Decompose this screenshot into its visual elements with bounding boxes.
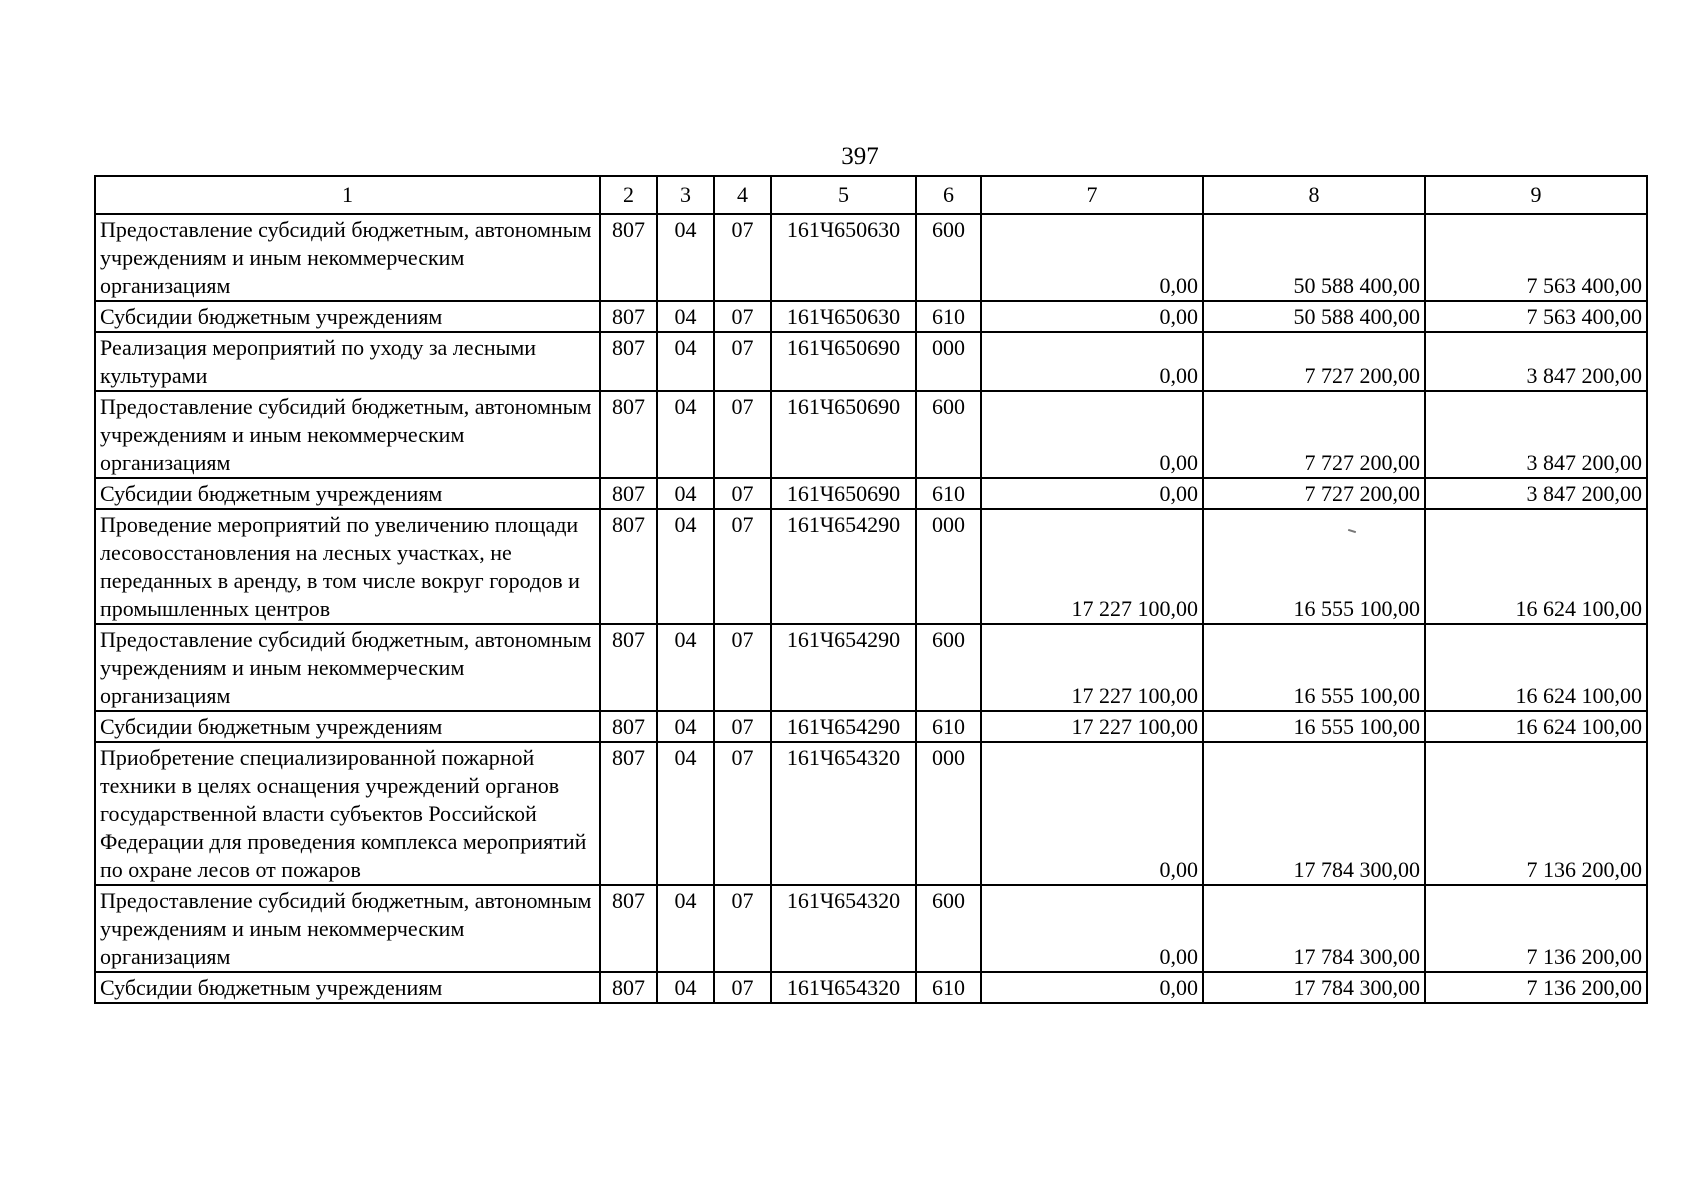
section-code-cell: 04	[657, 711, 714, 742]
table-row	[95, 301, 1647, 332]
expense-name-cell: Реализация мероприятий по уходу за лесными культурами	[95, 332, 600, 391]
amount-col7-cell: 17 227 100,00	[981, 711, 1203, 742]
section-code-cell: 04	[657, 214, 714, 301]
page-number: 397	[841, 143, 879, 170]
amount-col8-cell: 16 555 100,00	[1203, 509, 1425, 624]
amount-col9-cell: 3 847 200,00	[1425, 478, 1647, 509]
section-code-cell: 04	[657, 332, 714, 391]
amount-col8-cell: 7 727 200,00	[1203, 478, 1425, 509]
header-cell: 2	[600, 176, 657, 214]
ministry-code-cell: 807	[600, 301, 657, 332]
expense-name-cell: Субсидии бюджетным учреждениям	[95, 301, 600, 332]
target-article-cell: 161Ч654290	[771, 624, 916, 711]
amount-col9-cell: 7 136 200,00	[1425, 972, 1647, 1003]
expense-type-cell: 600	[916, 214, 981, 301]
header-cell: 7	[981, 176, 1203, 214]
target-article-cell: 161Ч650690	[771, 391, 916, 478]
amount-col8-cell: 50 588 400,00	[1203, 214, 1425, 301]
amount-col7-cell: 0,00	[981, 214, 1203, 301]
subsection-code-cell: 07	[714, 885, 771, 972]
amount-col9-cell: 7 136 200,00	[1425, 742, 1647, 885]
header-cell: 5	[771, 176, 916, 214]
amount-col9-cell: 3 847 200,00	[1425, 332, 1647, 391]
expense-name-cell: Субсидии бюджетным учреждениям	[95, 478, 600, 509]
amount-col9-cell: 7 136 200,00	[1425, 885, 1647, 972]
header-cell: 3	[657, 176, 714, 214]
table-row	[95, 332, 1647, 391]
subsection-code-cell: 07	[714, 214, 771, 301]
header-cell: 4	[714, 176, 771, 214]
expense-name-cell: Субсидии бюджетным учреждениям	[95, 972, 600, 1003]
ministry-code-cell: 807	[600, 885, 657, 972]
table-row	[95, 742, 1647, 885]
expense-name-cell: Приобретение специализированной пожарной техники в целях оснащения учреждений органов государственной власти субъектов Российской Федерации для проведения комплекса мероприятий по охране лесов от пожаров	[95, 742, 600, 885]
expense-type-cell: 610	[916, 478, 981, 509]
ministry-code-cell: 807	[600, 711, 657, 742]
subsection-code-cell: 07	[714, 624, 771, 711]
expense-type-cell: 610	[916, 711, 981, 742]
table-row	[95, 214, 1647, 301]
expense-name-cell: Проведение мероприятий по увеличению площади лесовосстановления на лесных участках, не переданных в аренду, в том числе вокруг городов и промышленных центров	[95, 509, 600, 624]
header-cell: 9	[1425, 176, 1647, 214]
amount-col7-cell: 17 227 100,00	[981, 624, 1203, 711]
expense-name-cell: Предоставление субсидий бюджетным, автономным учреждениям и иным некоммерческим организациям	[95, 624, 600, 711]
target-article-cell: 161Ч654320	[771, 972, 916, 1003]
amount-col7-cell: 17 227 100,00	[981, 509, 1203, 624]
expense-type-cell: 000	[916, 742, 981, 885]
section-code-cell: 04	[657, 742, 714, 885]
ministry-code-cell: 807	[600, 742, 657, 885]
ministry-code-cell: 807	[600, 332, 657, 391]
expense-type-cell: 610	[916, 301, 981, 332]
table-header-row	[95, 176, 1647, 214]
table-row	[95, 478, 1647, 509]
subsection-code-cell: 07	[714, 301, 771, 332]
header-cell: 1	[95, 176, 600, 214]
amount-col8-cell: 7 727 200,00	[1203, 391, 1425, 478]
amount-col8-cell: 17 784 300,00	[1203, 742, 1425, 885]
amount-col7-cell: 0,00	[981, 972, 1203, 1003]
target-article-cell: 161Ч654320	[771, 885, 916, 972]
amount-col7-cell: 0,00	[981, 301, 1203, 332]
amount-col8-cell: 17 784 300,00	[1203, 885, 1425, 972]
expense-type-cell: 000	[916, 509, 981, 624]
table-row	[95, 391, 1647, 478]
amount-col7-cell: 0,00	[981, 332, 1203, 391]
target-article-cell: 161Ч654290	[771, 711, 916, 742]
amount-col9-cell: 16 624 100,00	[1425, 624, 1647, 711]
table-row	[95, 885, 1647, 972]
amount-col9-cell: 3 847 200,00	[1425, 391, 1647, 478]
section-code-cell: 04	[657, 885, 714, 972]
subsection-code-cell: 07	[714, 742, 771, 885]
subsection-code-cell: 07	[714, 711, 771, 742]
ministry-code-cell: 807	[600, 509, 657, 624]
ministry-code-cell: 807	[600, 478, 657, 509]
subsection-code-cell: 07	[714, 478, 771, 509]
amount-col7-cell: 0,00	[981, 742, 1203, 885]
subsection-code-cell: 07	[714, 332, 771, 391]
amount-col9-cell: 16 624 100,00	[1425, 711, 1647, 742]
budget-table	[94, 175, 1648, 1004]
expense-name-cell: Предоставление субсидий бюджетным, автономным учреждениям и иным некоммерческим организациям	[95, 391, 600, 478]
table-row	[95, 711, 1647, 742]
table-row	[95, 509, 1647, 624]
ministry-code-cell: 807	[600, 391, 657, 478]
amount-col8-cell: 16 555 100,00	[1203, 624, 1425, 711]
section-code-cell: 04	[657, 972, 714, 1003]
header-cell: 6	[916, 176, 981, 214]
subsection-code-cell: 07	[714, 972, 771, 1003]
expense-name-cell: Предоставление субсидий бюджетным, автономным учреждениям и иным некоммерческим организациям	[95, 885, 600, 972]
ministry-code-cell: 807	[600, 624, 657, 711]
section-code-cell: 04	[657, 301, 714, 332]
amount-col7-cell: 0,00	[981, 478, 1203, 509]
expense-type-cell: 600	[916, 885, 981, 972]
target-article-cell: 161Ч650630	[771, 301, 916, 332]
amount-col9-cell: 7 563 400,00	[1425, 301, 1647, 332]
amount-col7-cell: 0,00	[981, 391, 1203, 478]
ministry-code-cell: 807	[600, 972, 657, 1003]
target-article-cell: 161Ч650630	[771, 214, 916, 301]
amount-col9-cell: 7 563 400,00	[1425, 214, 1647, 301]
target-article-cell: 161Ч654290	[771, 509, 916, 624]
target-article-cell: 161Ч650690	[771, 332, 916, 391]
section-code-cell: 04	[657, 391, 714, 478]
subsection-code-cell: 07	[714, 509, 771, 624]
target-article-cell: 161Ч654320	[771, 742, 916, 885]
ministry-code-cell: 807	[600, 214, 657, 301]
section-code-cell: 04	[657, 478, 714, 509]
subsection-code-cell: 07	[714, 391, 771, 478]
expense-type-cell: 000	[916, 332, 981, 391]
table-row	[95, 624, 1647, 711]
amount-col8-cell: 17 784 300,00	[1203, 972, 1425, 1003]
expense-type-cell: 600	[916, 391, 981, 478]
target-article-cell: 161Ч650690	[771, 478, 916, 509]
section-code-cell: 04	[657, 509, 714, 624]
amount-col9-cell: 16 624 100,00	[1425, 509, 1647, 624]
amount-col8-cell: 7 727 200,00	[1203, 332, 1425, 391]
section-code-cell: 04	[657, 624, 714, 711]
amount-col7-cell: 0,00	[981, 885, 1203, 972]
header-cell: 8	[1203, 176, 1425, 214]
expense-name-cell: Предоставление субсидий бюджетным, автономным учреждениям и иным некоммерческим организациям	[95, 214, 600, 301]
amount-col8-cell: 16 555 100,00	[1203, 711, 1425, 742]
amount-col8-cell: 50 588 400,00	[1203, 301, 1425, 332]
table-row	[95, 972, 1647, 1003]
expense-type-cell: 610	[916, 972, 981, 1003]
expense-type-cell: 600	[916, 624, 981, 711]
expense-name-cell: Субсидии бюджетным учреждениям	[95, 711, 600, 742]
